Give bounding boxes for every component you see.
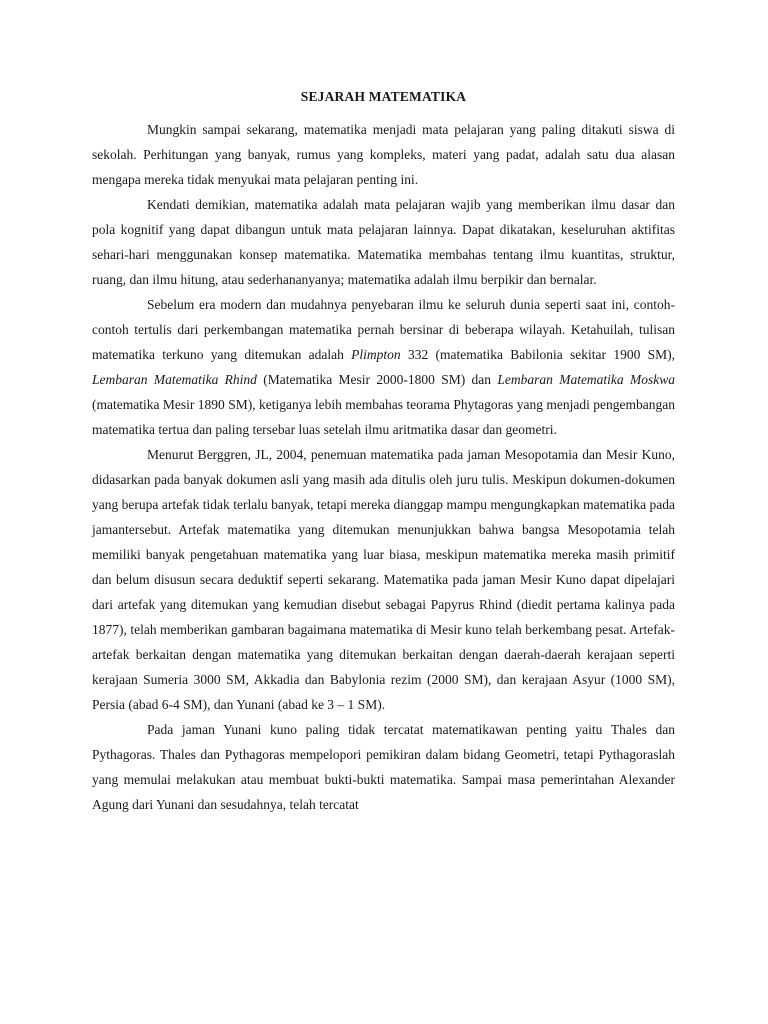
italic-text: Lembaran Matematika Rhind bbox=[92, 372, 257, 387]
paragraph bbox=[92, 442, 675, 717]
document-title: SEJARAH MATEMATIKA bbox=[300, 89, 467, 104]
paragraph bbox=[92, 192, 675, 292]
paragraph bbox=[92, 117, 675, 192]
text-run: Pada jaman Yunani kuno paling tidak tercatat matematikawan penting yaitu Thales dan Pythagoras. Thales dan Pythagoras mempelopori pemikiran dalam bidang Geometri, tetapi Pythagoraslah yang memulai melakukan atau membuat bukti-bukti matematika. Sampai masa pemerintahan Alexander Agung dari Yunani dan sesudahnya, telah tercatat bbox=[92, 722, 675, 812]
italic-text: Plimpton bbox=[351, 347, 401, 362]
italic-text: Lembaran Matematika Moskwa bbox=[497, 372, 676, 387]
text-run: (Matematika Mesir 2000-1800 SM) dan bbox=[256, 372, 498, 387]
document-page bbox=[92, 84, 675, 817]
text-run: Kendati demikian, matematika adalah mata pelajaran wajib yang memberikan ilmu dasar dan pola kognitif yang dapat dibangun untuk mata pelajaran lainnya. Dapat dikatakan, keseluruhan aktifitas sehari-hari menggunakan konsep matematika. Matematika membahas tentang ilmu kuantitas, struktur, ruang, dan ilmu hitung, atau sederhananyanya; matematika adalah ilmu berpikir dan bernalar. bbox=[92, 197, 675, 287]
text-run: Menurut Berggren, JL, 2004, penemuan matematika pada jaman Mesopotamia dan Mesir Kuno, didasarkan pada banyak dokumen asli yang masih ada ditulis oleh juru tulis. Meskipun dokumen-dokumen yang berupa artefak tidak terlalu banyak, tetapi mereka dianggap mampu mengungkapkan matematika pada jamantersebut. Artefak matematika yang ditemukan menunjukkan bahwa bangsa Mesopotamia telah memiliki banyak pengetahuan matematika yang luar biasa, meskipun matematika mereka masih primitif dan belum disusun secara deduktif seperti sekarang. Matematika pada jaman Mesir Kuno dapat dipelajari dari artefak yang ditemukan yang kemudian disebut sebagai Papyrus Rhind (diedit pertama kalinya pada 1877), telah memberikan gambaran bagaimana matematika di Mesir kuno telah berkembang pesat. Artefak-artefak berkaitan dengan matematika yang ditemukan berkaitan dengan daerah-daerah kerajaan seperti kerajaan Sumeria 3000 SM, Akkadia dan Babylonia rezim (2000 SM), dan kerajaan Asyur (1000 SM), Persia (abad 6-4 SM), dan Yunani (abad ke 3 – 1 SM). bbox=[92, 447, 675, 712]
text-run: 332 (matematika Babilonia sekitar 1900 SM), bbox=[400, 347, 676, 362]
text-run: Sebelum era modern dan mudahnya penyebaran ilmu ke seluruh dunia seperti saat ini, contoh-contoh tertulis dari perkembangan matematika pernah bersinar di beberapa wilayah. Ketahuilah, tulisan matematika terkuno yang ditemukan adalah bbox=[92, 297, 675, 362]
paragraph bbox=[92, 717, 675, 817]
document-body bbox=[92, 117, 675, 817]
text-run: Mungkin sampai sekarang, matematika menjadi mata pelajaran yang paling ditakuti siswa di sekolah. Perhitungan yang banyak, rumus yang kompleks, materi yang padat, adalah satu dua alasan mengapa mereka tidak menyukai mata pelajaran penting ini. bbox=[92, 122, 675, 187]
text-run: (matematika Mesir 1890 SM), ketiganya lebih membahas teorama Phytagoras yang menjadi pengembangan matematika tertua dan paling tersebar luas setelah ilmu aritmatika dasar dan geometri. bbox=[92, 397, 675, 437]
paragraph bbox=[92, 292, 675, 442]
